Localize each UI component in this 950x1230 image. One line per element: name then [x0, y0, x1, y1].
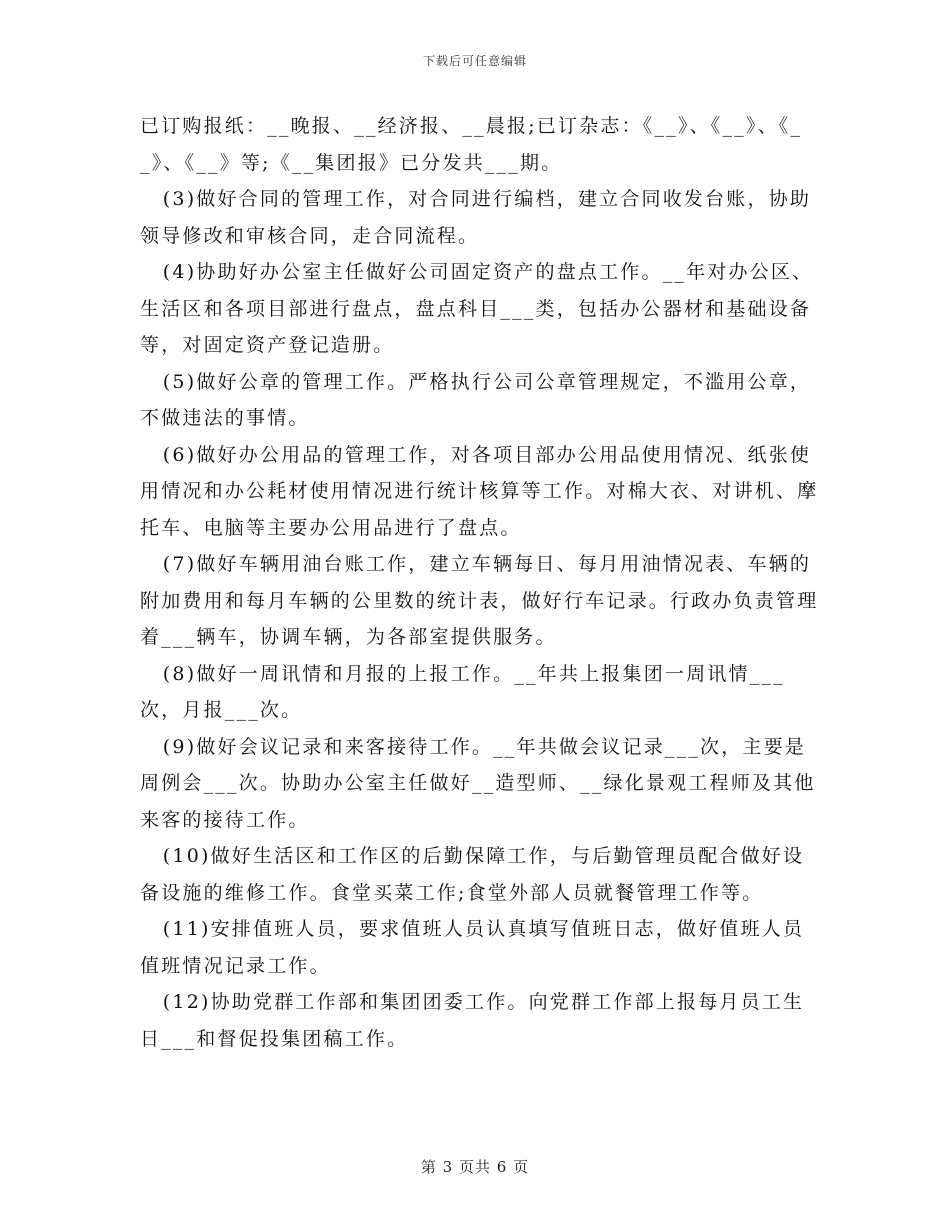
paragraph-item-3: (3)做好合同的管理工作，对合同进行编档，建立合同收发台账，协助领导修改和审核合同，走合同流程。: [140, 188, 812, 247]
paragraph-item-8: (8)做好一周讯情和月报的上报工作。__年共上报集团一周讯情___次，月报___次。: [140, 662, 785, 721]
page-header: 下载后可任意编辑: [422, 54, 527, 68]
paragraph-item-12: (12)协助党群工作部和集团团委工作。向党群工作部上报每月员工生日___和督促投集团稿工作。: [140, 991, 805, 1050]
paragraph-item-6: (6)做好办公用品的管理工作，对各项目部办公用品使用情况、纸张使用情况和办公耗材使用情况进行统计核算等工作。对棉大衣、对讲机、摩托车、电脑等主要办公用品进行了盘点。: [140, 443, 819, 539]
paragraph-item-9: (9)做好会议记录和来客接待工作。__年共做会议记录___次，主要是周例会___次。协助办公室主任做好__造型师、__绿化景观工程师及其他来客的接待工作。: [140, 735, 816, 831]
paragraph-item-10: (10)做好生活区和工作区的后勤保障工作，与后勤管理员配合做好设备设施的维修工作。食堂买菜工作;食堂外部人员就餐管理工作等。: [140, 845, 805, 904]
paragraph-subscriptions: 已订购报纸：__晚报、__经济报、__晨报;已订杂志：《__》、《__》、《__》、《__》等;《__集团报》已分发共___期。: [140, 115, 803, 174]
paragraph-item-4: (4)协助好办公室主任做好公司固定资产的盘点工作。__年对办公区、生活区和各项目部进行盘点，盘点科目___类，包括办公器材和基础设备等，对固定资产登记造册。: [140, 261, 814, 356]
paragraph-item-7: (7)做好车辆用油台账工作，建立车辆每日、每月用油情况表、车辆的附加费用和每月车辆的公里数的统计表，做好行车记录。行政办负责管理着___辆车，协调车辆，为各部室提供服务。: [140, 553, 819, 648]
paragraph-item-11: (11)安排值班人员，要求值班人员认真填写值班日志，做好值班人员值班情况记录工作。: [140, 918, 805, 977]
document-body: [140, 108, 820, 1057]
page-footer: 第 3 页共 6 页: [420, 1158, 530, 1176]
paragraph-item-5: (5)做好公章的管理工作。严格执行公司公章管理规定，不滥用公章，不做违法的事情。: [140, 370, 812, 429]
